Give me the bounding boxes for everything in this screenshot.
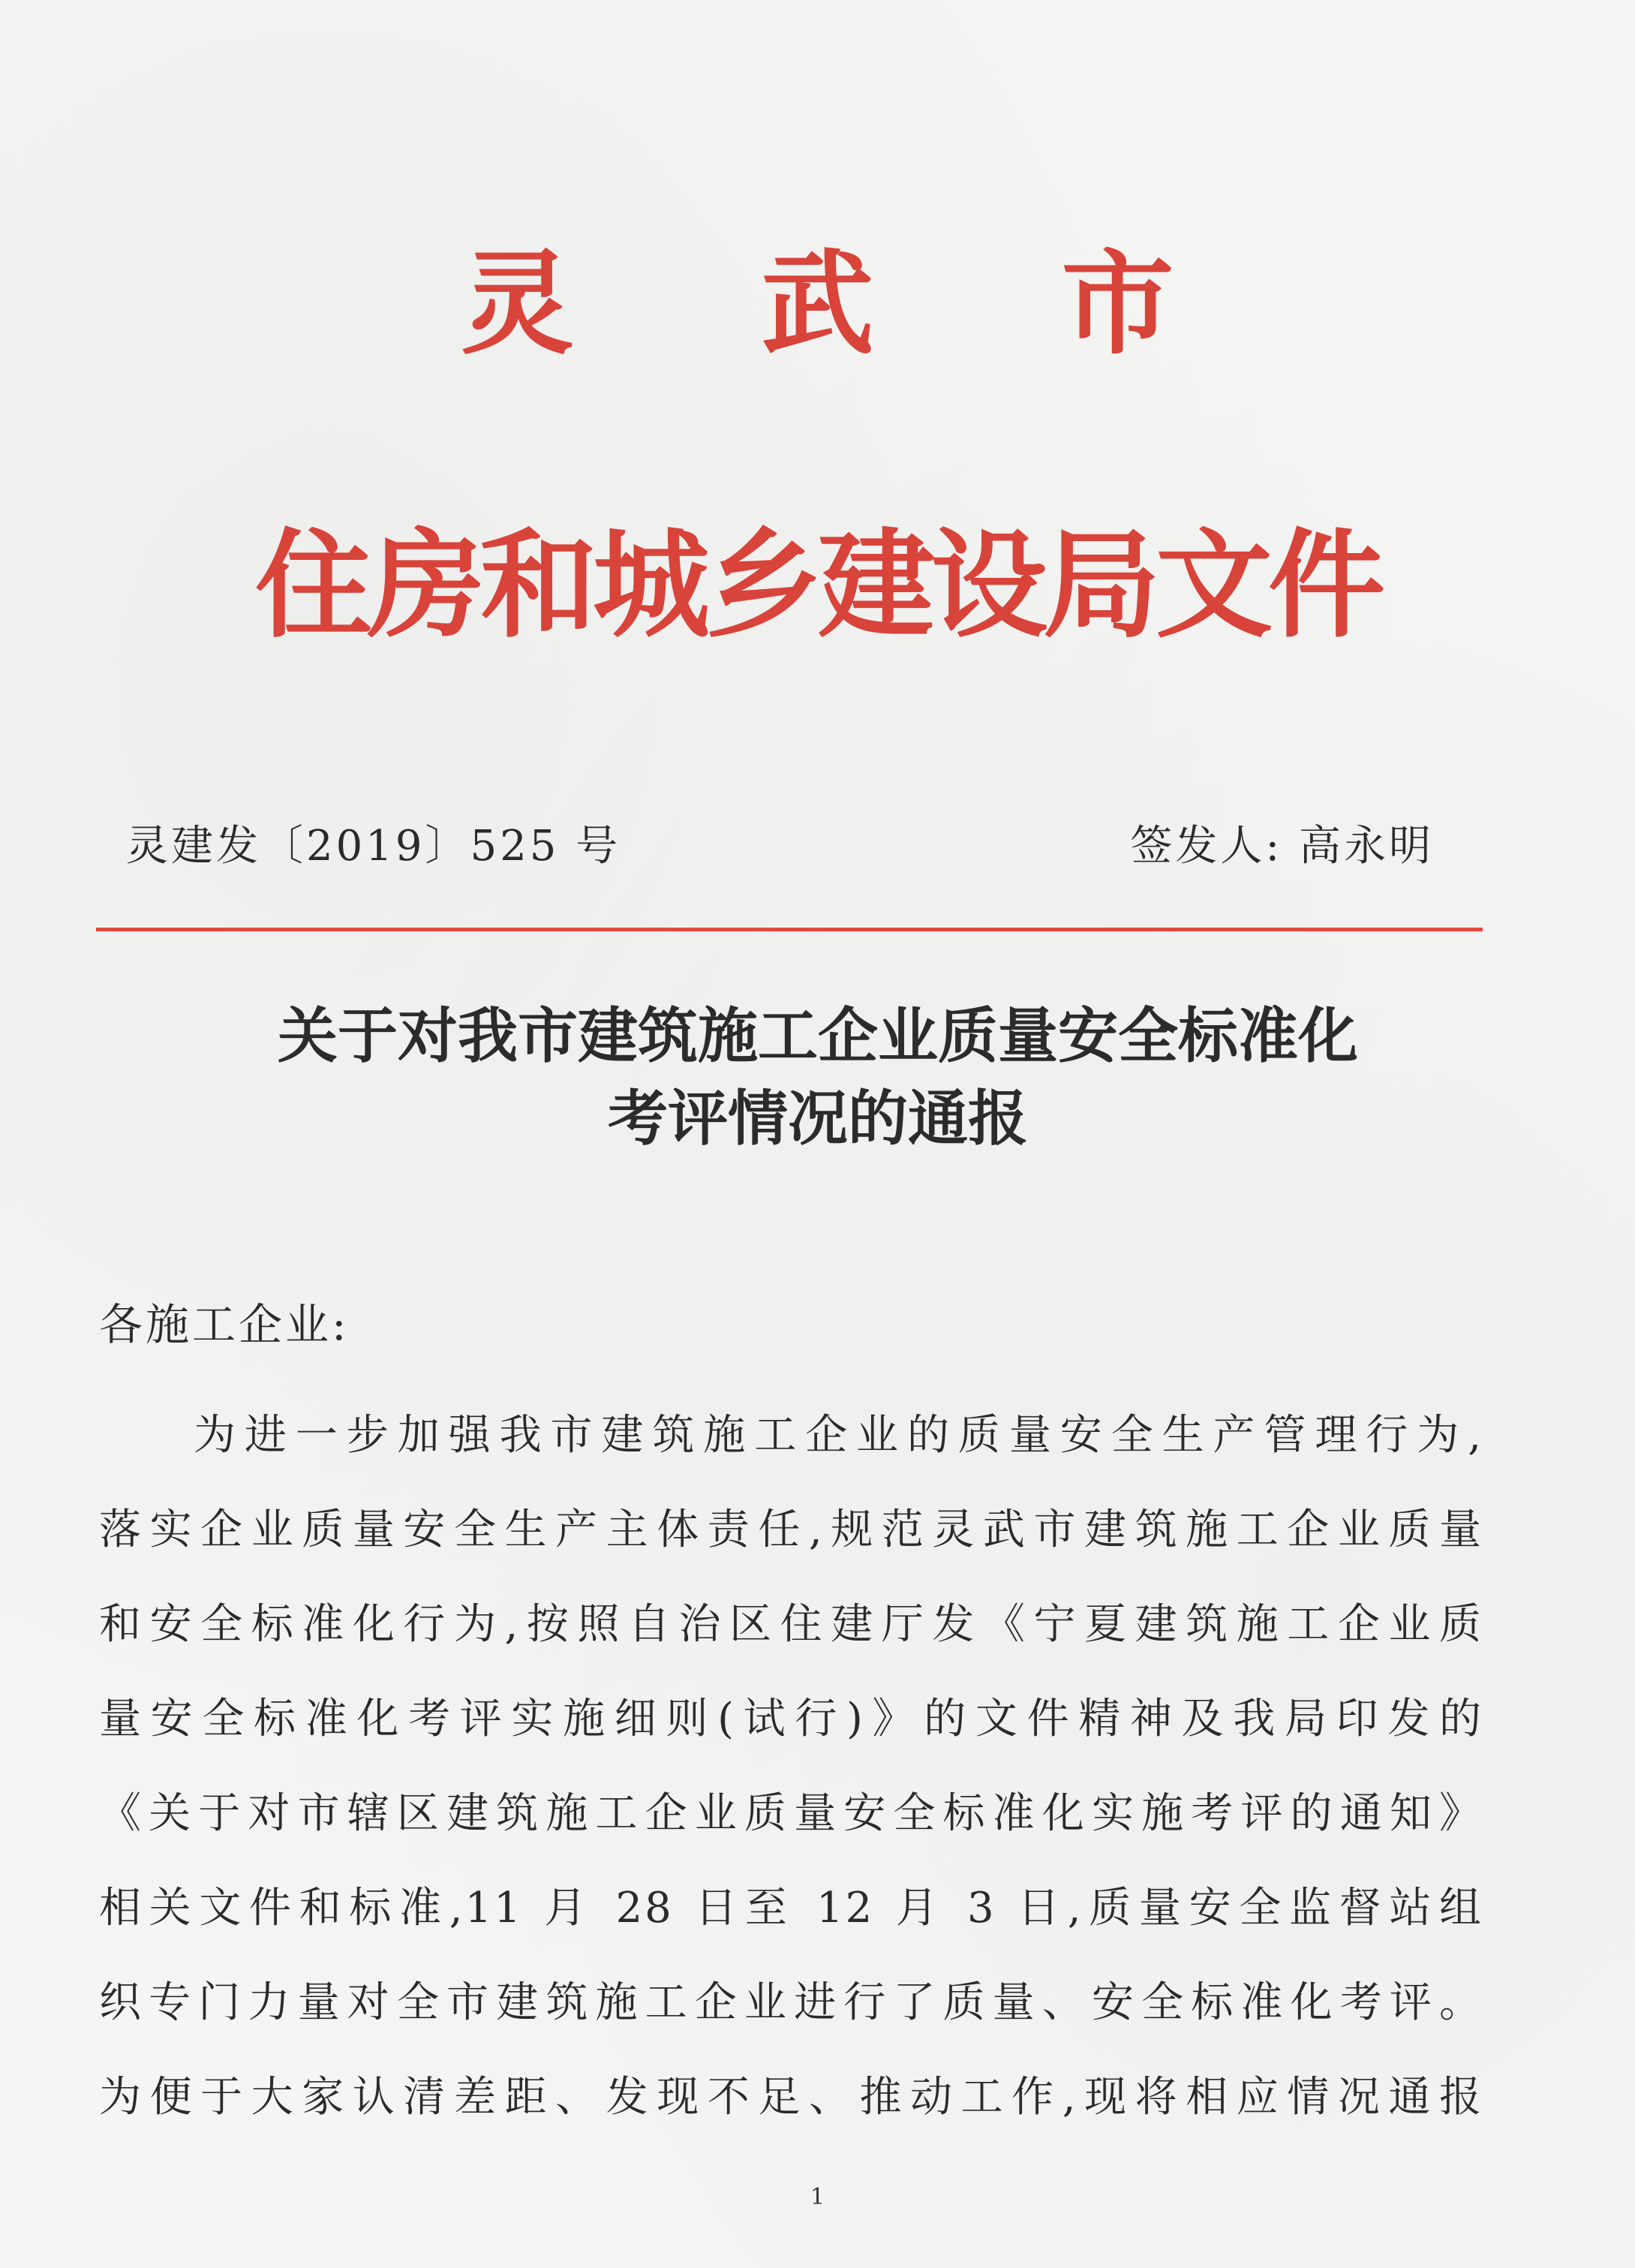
issuer-char: 市	[1061, 238, 1174, 370]
red-divider-line	[96, 928, 1483, 931]
body-line: 和安全标准化行为,按照自治区住建厅发《宁夏建筑施工企业质	[99, 1600, 1483, 1649]
body-line: 落实企业质量安全生产主体责任,规范灵武市建筑施工企业质量	[99, 1505, 1483, 1554]
page-number: 1	[810, 2184, 825, 2210]
body-line: 相关文件和标准,11 月 28 日至 12 月 3 日,质量安全监督站组	[99, 1884, 1484, 1933]
issuer-name-line2: 住房和城乡建设局文件	[255, 516, 1381, 654]
signer: 签发人: 高永明	[1130, 822, 1434, 871]
body-line: 量安全标准化考评实施细则(试行)》的文件精神及我局印发的	[99, 1695, 1483, 1743]
title-line-1: 关于对我市建筑施工企业质量安全标准化	[278, 1000, 1358, 1071]
salutation: 各施工企业:	[99, 1299, 350, 1350]
body-line: 为进一步加强我市建筑施工企业的质量安全生产管理行为,	[194, 1411, 1483, 1460]
issuer-name-line1	[0, 238, 1635, 370]
body-line: 为便于大家认清差距、发现不足、推动工作,现将相应情况通报	[99, 2073, 1483, 2122]
body-line: 织专门力量对全市建筑施工企业进行了质量、安全标准化考评。	[99, 1978, 1483, 2027]
issuer-char: 武	[761, 238, 874, 370]
title-line-2: 考评情况的通报	[608, 1083, 1028, 1154]
body-paragraph	[99, 1388, 1483, 2145]
document-number: 灵建发〔2019〕525 号	[126, 822, 621, 871]
body-line: 《关于对市辖区建筑施工企业质量安全标准化实施考评的通知》	[99, 1789, 1483, 1838]
document-title	[120, 994, 1516, 1160]
issuer-char: 灵	[461, 238, 574, 370]
